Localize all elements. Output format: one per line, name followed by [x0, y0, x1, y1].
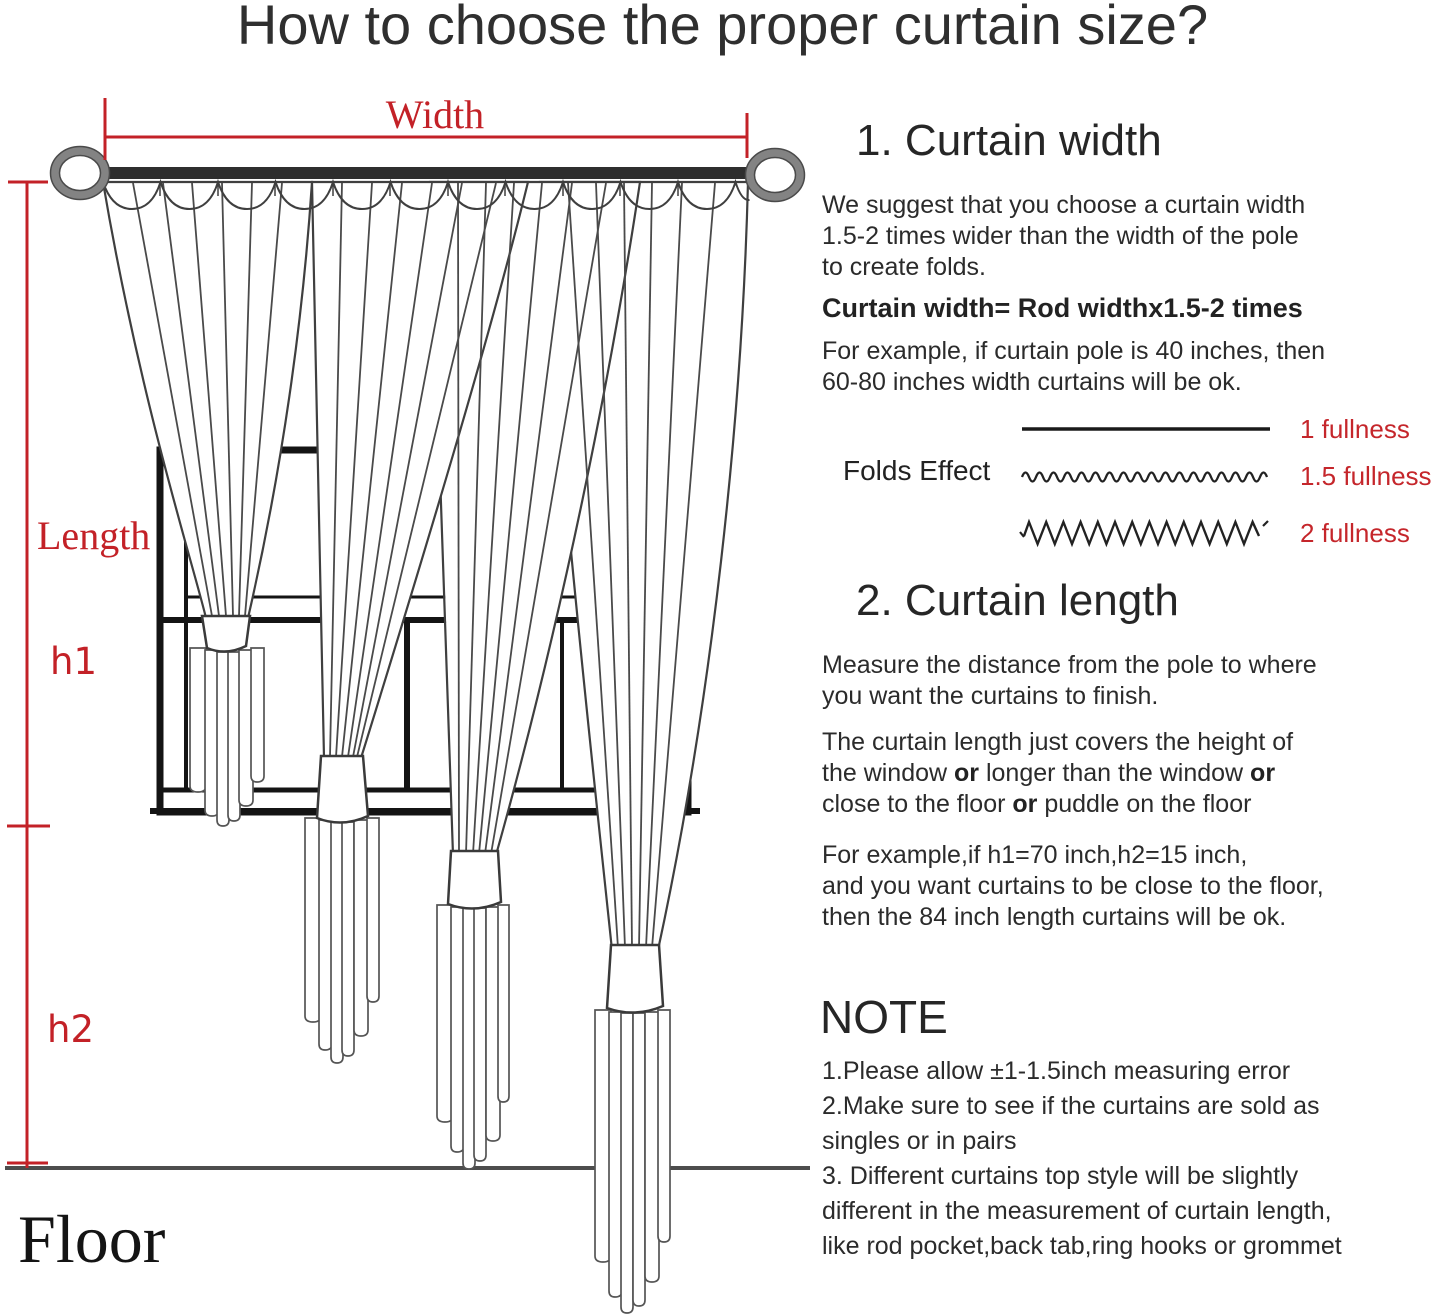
folds-effect-label: Folds Effect — [843, 455, 991, 486]
text-line: and you want curtains to be close to the floor, — [822, 872, 1324, 900]
text-line: We suggest that you choose a curtain width — [822, 191, 1306, 219]
fullness-row-2 — [1018, 460, 1432, 492]
floor-label: Floor — [18, 1201, 166, 1277]
text-line — [822, 758, 1293, 789]
length-measure-line — [7, 182, 50, 1168]
h2-label: h2 — [47, 1008, 94, 1051]
note-heading: NOTE — [820, 991, 948, 1043]
note-line: 3. Different curtains top style will be slightly — [822, 1162, 1299, 1190]
length-label: Length — [37, 513, 151, 558]
text-line: Measure the distance from the pole to where — [822, 651, 1317, 679]
text-line: 1.5-2 times wider than the width of the pole — [822, 222, 1299, 250]
fullness-row-1 — [1018, 413, 1410, 445]
fullness-row-3 — [1018, 516, 1410, 550]
section-width-paragraph — [822, 190, 1305, 283]
text-line: 60-80 inches width curtains will be ok. — [822, 368, 1242, 396]
section-length-heading: 2. Curtain length — [856, 576, 1179, 625]
width-formula: Curtain width= Rod widthx1.5-2 times — [822, 293, 1303, 323]
length-measure-paragraph — [822, 650, 1317, 712]
note-line: 1.Please allow ±1-1.5inch measuring error — [822, 1057, 1291, 1085]
h1-label: h1 — [50, 640, 97, 683]
rod-ring-left-icon — [51, 147, 110, 200]
rod-ring-right-icon — [746, 149, 805, 202]
page-title: How to choose the proper curtain size? — [236, 0, 1209, 56]
small-wave-line-icon — [1018, 460, 1274, 492]
text-line: to create folds. — [822, 253, 986, 281]
text-line: For example, if curtain pole is 40 inches, then — [822, 337, 1326, 365]
note-list — [822, 1054, 1342, 1264]
straight-line-icon — [1018, 413, 1274, 445]
width-label: Width — [385, 92, 485, 137]
note-line: 2.Make sure to see if the curtains are sold as — [822, 1092, 1320, 1120]
note-line: singles or in pairs — [822, 1127, 1017, 1155]
length-options-paragraph — [822, 727, 1293, 820]
note-line: like rod pocket,back tab,ring hooks or grommet — [822, 1232, 1342, 1260]
or-bold: or — [1012, 790, 1038, 818]
width-example-paragraph — [822, 336, 1325, 398]
or-bold: or — [954, 759, 980, 787]
text-segment: the window — [822, 759, 955, 787]
length-example-paragraph — [822, 840, 1324, 933]
text-segment: puddle on the floor — [1037, 790, 1252, 818]
fullness-label: 1 fullness — [1300, 413, 1410, 444]
text-line: you want the curtains to finish. — [822, 682, 1159, 710]
text-line: The curtain length just covers the height of — [822, 728, 1294, 756]
zigzag-line-icon — [1018, 516, 1274, 550]
text-segment: close to the floor — [822, 790, 1013, 818]
note-line: different in the measurement of curtain length, — [822, 1197, 1332, 1225]
fullness-label: 2 fullness — [1300, 517, 1410, 548]
text-line: then the 84 inch length curtains will be ok. — [822, 903, 1287, 931]
text-line — [822, 789, 1293, 820]
or-bold: or — [1250, 759, 1276, 787]
curtain-rod — [100, 167, 750, 179]
fullness-label: 1.5 fullness — [1300, 460, 1432, 491]
text-line: For example,if h1=70 inch,h2=15 inch, — [822, 841, 1248, 869]
section-width-heading: 1. Curtain width — [856, 116, 1162, 165]
text-segment: longer than the window — [979, 759, 1251, 787]
